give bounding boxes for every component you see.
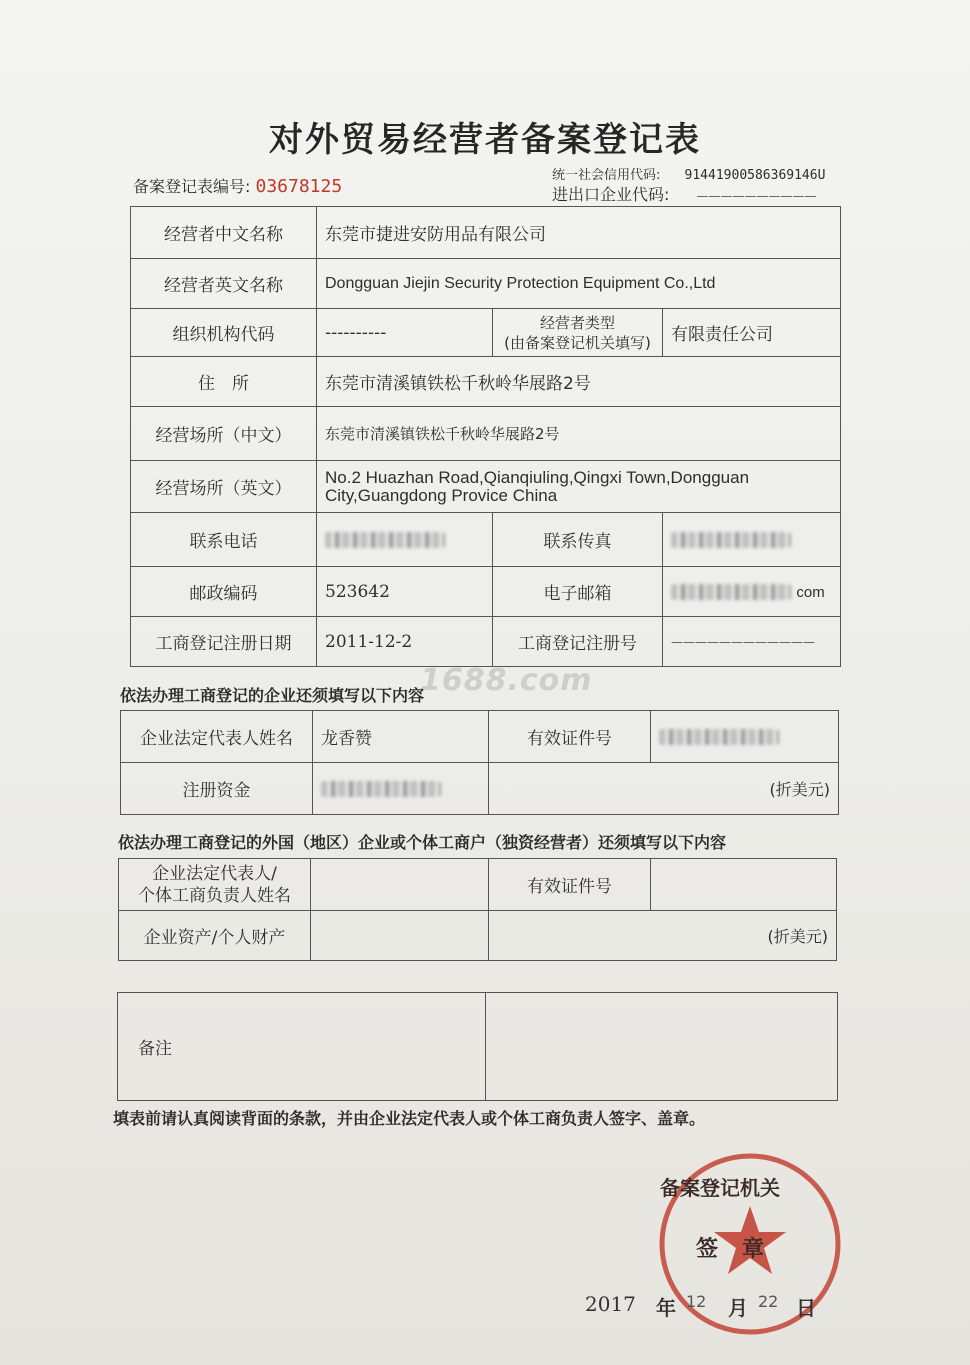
name-cn-value: 东莞市捷进安防用品有限公司 [317, 207, 841, 259]
address-value: 东莞市清溪镇铁松千秋岭华展路2号 [317, 357, 841, 407]
fax-label: 联系传真 [493, 513, 663, 567]
date-year-unit: 年 [656, 1296, 676, 1320]
ie-code-row [552, 182, 817, 205]
org-code-value: ---------- [317, 309, 493, 357]
site-cn-label: 经营场所（中文） [131, 407, 317, 461]
site-en-value: No.2 Huazhan Road,Qianqiuling,Qingxi Town,Dongguan City,Guangdong Provice China [317, 461, 841, 513]
main-info-table [130, 206, 841, 667]
id2-value [651, 859, 837, 911]
email-redacted [671, 584, 791, 600]
rep2-label-line1: 企业法定代表人/ [152, 863, 277, 884]
name-en-label: 经营者英文名称 [131, 259, 317, 309]
reg-no-row [133, 174, 342, 197]
email-label: 电子邮箱 [493, 567, 663, 617]
date-day-unit: 日 [796, 1296, 816, 1320]
site-en-label: 经营场所（英文） [131, 461, 317, 513]
capital-usd-note: (折美元) [489, 763, 839, 815]
reg-no-label: 备案登记表编号: [133, 177, 251, 196]
postcode-label: 邮政编码 [131, 567, 317, 617]
date-month-unit: 月 [728, 1296, 748, 1320]
capital-label: 注册资金 [121, 763, 313, 815]
email-suffix: com [796, 583, 825, 601]
assets-value [311, 911, 489, 961]
section2-table [118, 858, 837, 961]
rep-name-label: 企业法定代表人姓名 [121, 711, 313, 763]
assets-usd-note: (折美元) [489, 911, 837, 961]
reg-no-value: 03678125 [255, 176, 343, 197]
seal-char-1: 签 [696, 1237, 719, 1262]
biz-date-label: 工商登记注册日期 [131, 617, 317, 667]
fax-redacted [671, 532, 791, 548]
biz-no-value: ———————————— [663, 617, 841, 667]
id-label: 有效证件号 [489, 711, 651, 763]
seal-char-2: 章 [742, 1237, 765, 1262]
type-label-line1: 经营者类型 [539, 313, 615, 332]
phone-value [317, 513, 493, 567]
credit-code-value: 91441900586369146U [684, 168, 826, 183]
authority-label: 备案登记机关 [660, 1176, 780, 1200]
ie-code-value: —————————— [696, 189, 817, 203]
phone-redacted [325, 532, 445, 548]
section1-table [120, 710, 839, 815]
email-value [663, 567, 841, 617]
capital-value [313, 763, 489, 815]
date-year: 2017 [585, 1292, 636, 1316]
fax-value [663, 513, 841, 567]
biz-date-value: 2011-12-2 [317, 617, 493, 667]
address-label: 住 所 [131, 357, 317, 407]
id-redacted [659, 729, 779, 745]
assets-label: 企业资产/个人财产 [119, 911, 311, 961]
remarks-value [486, 993, 838, 1101]
section1-heading: 依法办理工商登记的企业还须填写以下内容 [120, 686, 425, 705]
capital-redacted [321, 781, 441, 797]
remarks-label: 备注 [118, 993, 486, 1101]
site-cn-value: 东莞市清溪镇铁松千秋岭华展路2号 [317, 407, 841, 461]
postcode-value: 523642 [317, 567, 493, 617]
type-label-line2: (由备案登记机关填写) [504, 333, 651, 352]
date-month: 12 [686, 1292, 707, 1311]
id-value [651, 711, 839, 763]
rep-name-value: 龙香赞 [313, 711, 489, 763]
date-day: 22 [758, 1292, 779, 1311]
org-code-label: 组织机构代码 [131, 309, 317, 357]
instruction-note: 填表前请认真阅读背面的条款，并由企业法定代表人或个体工商负责人签字、盖章。 [113, 1109, 706, 1128]
rep2-label-line2: 个体工商负责人姓名 [138, 885, 291, 906]
watermark-text: 1688.com [420, 663, 593, 698]
type-value: 有限责任公司 [663, 309, 841, 357]
section2-heading: 依法办理工商登记的外国（地区）企业或个体工商户（独资经营者）还须填写以下内容 [118, 833, 727, 852]
rep2-value [311, 859, 489, 911]
type-label [493, 309, 663, 357]
form-title: 对外贸易经营者备案登记表 [269, 120, 701, 160]
phone-label: 联系电话 [131, 513, 317, 567]
credit-code-label: 统一社会信用代码: [552, 168, 661, 183]
id2-label: 有效证件号 [489, 859, 651, 911]
biz-no-label: 工商登记注册号 [493, 617, 663, 667]
ie-code-label: 进出口企业代码: [552, 185, 670, 204]
remarks-table [117, 992, 838, 1101]
name-en-value: Dongguan Jiejin Security Protection Equipment Co.,Ltd [317, 259, 841, 309]
name-cn-label: 经营者中文名称 [131, 207, 317, 259]
rep2-label [119, 859, 311, 911]
credit-code-row [552, 164, 825, 183]
